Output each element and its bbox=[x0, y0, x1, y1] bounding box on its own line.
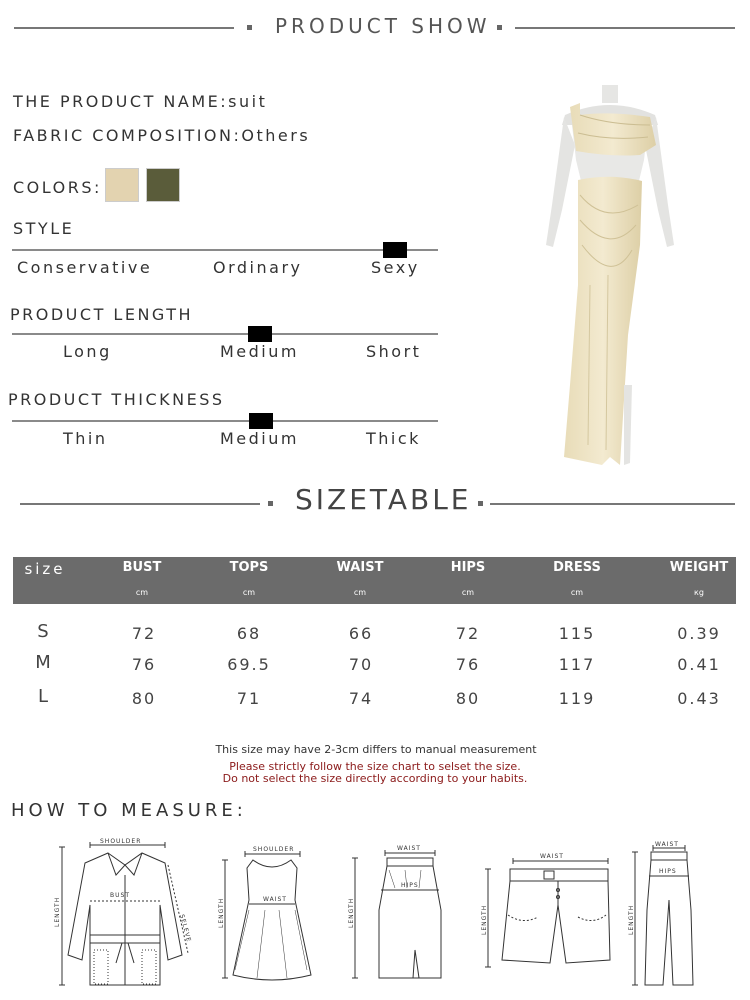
length-marker bbox=[248, 326, 272, 342]
col-size: size bbox=[24, 560, 66, 578]
unit-waist: cm bbox=[353, 588, 367, 597]
style-option-conservative: Conservative bbox=[17, 258, 153, 277]
unit-tops: cm bbox=[242, 588, 256, 597]
dress-length-label: LENGTH bbox=[218, 897, 225, 928]
skirt-diagram bbox=[345, 840, 455, 985]
thickness-option-thin: Thin bbox=[63, 429, 108, 448]
skirt-hips-label: HIPS bbox=[401, 882, 419, 889]
hips-cell: 76 bbox=[455, 655, 481, 674]
header-rule-right bbox=[515, 27, 735, 29]
header-dot-left bbox=[247, 25, 252, 30]
style-scale-line bbox=[12, 249, 438, 251]
dress-cell: 117 bbox=[558, 655, 596, 674]
measurement-note: This size may have 2-3cm differs to manual measurement bbox=[215, 743, 537, 756]
jacket-diagram bbox=[50, 835, 200, 995]
waist-cell: 66 bbox=[348, 624, 374, 643]
sizetable-title: SIZETABLE bbox=[295, 483, 472, 516]
hips-cell: 80 bbox=[455, 689, 481, 708]
jacket-shoulder-label: SHOULDER bbox=[100, 838, 142, 845]
thickness-option-medium: Medium bbox=[220, 429, 299, 448]
style-option-ordinary: Ordinary bbox=[213, 258, 303, 277]
sizetable-rule-right bbox=[490, 503, 735, 505]
shorts-diagram bbox=[478, 845, 618, 975]
col-dress: DRESS bbox=[553, 560, 601, 575]
sizetable-dot-right bbox=[478, 501, 483, 506]
unit-dress: cm bbox=[570, 588, 584, 597]
style-option-sexy: Sexy bbox=[371, 258, 420, 277]
waist-cell: 74 bbox=[348, 689, 374, 708]
shorts-length-label: LENGTH bbox=[481, 904, 488, 935]
dress-waist-label: WAIST bbox=[263, 896, 287, 903]
dress-cell: 119 bbox=[558, 689, 596, 708]
length-option-long: Long bbox=[63, 342, 112, 361]
size-cell: S bbox=[37, 621, 51, 642]
size-table-header bbox=[13, 557, 736, 604]
bust-cell: 80 bbox=[131, 689, 157, 708]
size-cell: M bbox=[35, 652, 53, 673]
length-title: PRODUCT LENGTH bbox=[10, 305, 194, 324]
fabric-composition: FABRIC COMPOSITION:Others bbox=[13, 126, 311, 145]
length-option-short: Short bbox=[366, 342, 422, 361]
thickness-scale-line bbox=[12, 420, 438, 422]
col-bust: BUST bbox=[122, 560, 162, 575]
header-dot-right bbox=[497, 25, 502, 30]
size-warning-1: Please strictly follow the size chart to selset the size. bbox=[229, 760, 521, 773]
color-swatch-olive[interactable] bbox=[146, 168, 180, 202]
pants-diagram bbox=[625, 840, 700, 990]
dress-diagram bbox=[215, 840, 315, 985]
weight-cell: 0.39 bbox=[677, 624, 721, 643]
weight-cell: 0.43 bbox=[677, 689, 721, 708]
sizetable-rule-left bbox=[20, 503, 260, 505]
unit-bust: cm bbox=[135, 588, 149, 597]
jacket-length-label: LENGTH bbox=[54, 896, 61, 927]
unit-weight: кg bbox=[694, 588, 704, 597]
skirt-length-label: LENGTH bbox=[348, 897, 355, 928]
bust-cell: 76 bbox=[131, 655, 157, 674]
header-rule-left bbox=[14, 27, 234, 29]
thickness-option-thick: Thick bbox=[366, 429, 421, 448]
sizetable-dot-left bbox=[268, 501, 273, 506]
col-tops: TOPS bbox=[229, 560, 269, 575]
col-hips: HIPS bbox=[450, 560, 486, 575]
style-marker bbox=[383, 242, 407, 258]
pants-length-label: LENGTH bbox=[628, 904, 635, 935]
jacket-sleeve-label: SELEVE bbox=[178, 913, 193, 944]
col-waist: WAIST bbox=[336, 560, 384, 575]
waist-cell: 70 bbox=[348, 655, 374, 674]
product-photo bbox=[520, 85, 700, 470]
dress-cell: 115 bbox=[558, 624, 596, 643]
size-cell: L bbox=[37, 686, 51, 707]
jacket-bust-label: BUST bbox=[110, 892, 130, 899]
hips-cell: 72 bbox=[455, 624, 481, 643]
unit-hips: cm bbox=[461, 588, 475, 597]
pants-hips-label: HIPS bbox=[659, 868, 677, 875]
color-swatch-cream[interactable] bbox=[105, 168, 139, 202]
tops-cell: 71 bbox=[236, 689, 262, 708]
product-name: THE PRODUCT NAME:suit bbox=[13, 92, 268, 111]
length-scale-line bbox=[12, 333, 438, 335]
thickness-marker bbox=[249, 413, 273, 429]
col-weight: WEIGHT bbox=[669, 560, 729, 575]
dress-shoulder-label: SHOULDER bbox=[253, 846, 295, 853]
weight-cell: 0.41 bbox=[677, 655, 721, 674]
tops-cell: 69.5 bbox=[227, 655, 271, 674]
skirt-waist-label: WAIST bbox=[397, 845, 421, 852]
thickness-title: PRODUCT THICKNESS bbox=[8, 390, 225, 409]
length-option-medium: Medium bbox=[220, 342, 299, 361]
size-warning-2: Do not select the size directly according to your habits. bbox=[222, 772, 528, 785]
pants-waist-label: WAIST bbox=[655, 841, 679, 848]
tops-cell: 68 bbox=[236, 624, 262, 643]
shorts-waist-label: WAIST bbox=[540, 853, 564, 860]
how-to-measure-title: HOW TO MEASURE: bbox=[11, 800, 247, 821]
product-show-title: PRODUCT SHOW bbox=[275, 14, 491, 38]
colors-label: COLORS: bbox=[13, 178, 102, 197]
bust-cell: 72 bbox=[131, 624, 157, 643]
style-title: STYLE bbox=[13, 219, 75, 238]
